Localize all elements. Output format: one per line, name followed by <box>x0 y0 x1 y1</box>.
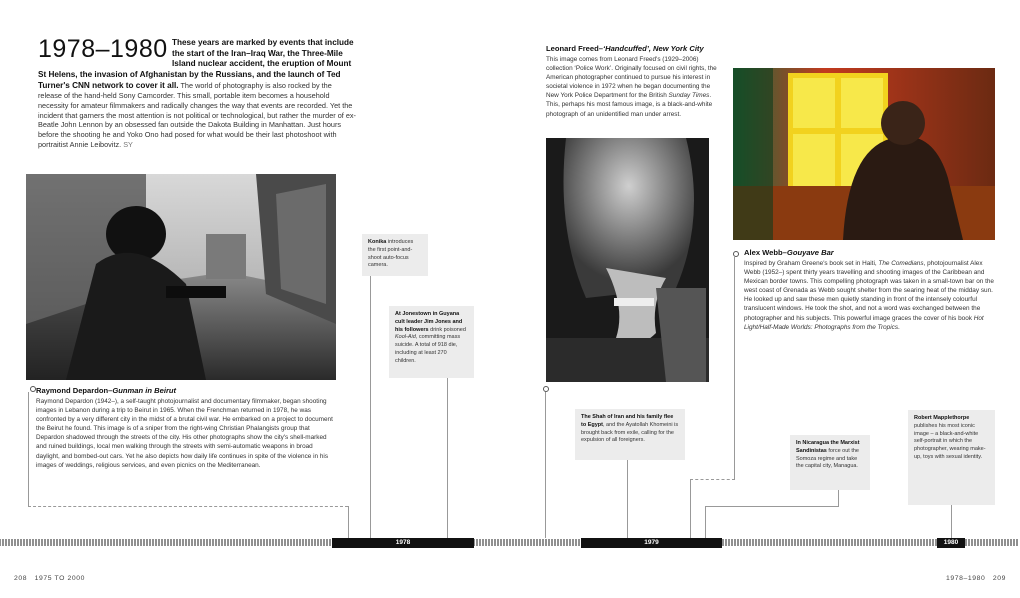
caption-webb-body-1: Inspired by Graham Greene's book set in Haiti, <box>744 260 879 267</box>
caption-freed-name: Leonard Freed– <box>546 44 603 53</box>
event-shah-text: , and the Ayatollah Khomeini is brought back from exile, calling for the expulsion of all foreigners. <box>581 421 679 444</box>
caption-freed-body-1: This image comes from Leonard Freed's (1929–2006) collection ‘Police Work’. Originally focused on civil rights, the American photographer continued to pursue his interest in societal violence in 1972 when he began documenting the New York Police Department for the British <box>546 56 717 100</box>
photo-handcuffed-image <box>546 138 709 382</box>
section-label-left: 1975 TO 2000 <box>34 575 86 582</box>
intro-text <box>38 35 356 150</box>
event-konika-text: introduces the first point-and-shoot auto-focus camera. <box>368 239 414 269</box>
caption-depardon-work: Gunman in Beirut <box>112 386 177 395</box>
event-konika-bold: Konika <box>368 239 387 245</box>
connector-nicaragua-h <box>705 506 838 507</box>
photo-gouyave-bar-image <box>733 68 995 240</box>
event-shah-bold: The Shah of Iran and his family flee to Egypt <box>581 414 674 428</box>
event-jonestown-italic: Kool-Aid <box>395 334 416 341</box>
year-bar-1978: 1978 <box>332 538 474 548</box>
caption-freed-body <box>546 55 718 119</box>
event-jonestown-bold: At Jonestown in Guyana cult leader Jim Jones and his followers <box>395 311 463 333</box>
year-bar-1980: 1980 <box>937 538 965 548</box>
connector-jonestown <box>447 378 448 538</box>
author-initials: SY <box>123 139 133 149</box>
connector-webb-h <box>690 479 735 480</box>
photo-gunman-in-beirut-image <box>26 174 336 380</box>
connector-mapplethorpe <box>951 505 952 538</box>
event-jonestown <box>389 306 474 378</box>
connector-nicaragua <box>838 490 839 507</box>
connector-webb-v <box>690 479 691 538</box>
caption-webb-body-italic-2: Hot Light/Half-Made Worlds: Photographs from the Tropics <box>744 314 984 331</box>
connector-webb <box>734 257 735 479</box>
caption-freed-work: ‘Handcuffed’, New York City <box>602 44 704 53</box>
connector-freed <box>545 392 546 492</box>
connector-freed-v <box>545 492 546 538</box>
caption-webb-body-2: , photojournalist Alex Webb (1952–) spent thirty years travelling and shooting images of the Caribbean and Mexican border towns. This compelling photograph was taken in a small-town bar on the west coast of Grenada as Webb sought shelter from the searing heat of the midday sun. He looked up and saw these men quietly standing in front of the intensely colourful translucent windows. He took the shot, and not a word was exchanged between the photographer and his subjects. This powerful image graces the cover of his book <box>744 260 994 322</box>
caption-freed-title <box>546 44 718 53</box>
connector-depardon-v <box>348 506 349 538</box>
event-jonestown-text-2: , committing mass suicide. A total of 918 die, including at least 270 children. <box>395 334 461 364</box>
timeline-ticks <box>0 539 1017 546</box>
page-number-right: 209 <box>992 575 1006 582</box>
caption-freed <box>546 44 718 119</box>
connector-depardon-h <box>28 506 348 507</box>
intro-lead: These years are marked by events that include the start of the Iran–Iraq War, the Three-Mile Island nuclear accident, the eruption of Mount St Helens, the invasion of Afghanistan by the Russians, and the launch of Ted Turner's CNN network to cover it all. <box>38 38 354 90</box>
caption-webb-body <box>744 259 996 332</box>
event-konika <box>362 234 428 276</box>
caption-webb-body-italic-1: The Comedians <box>878 260 924 267</box>
event-jonestown-text-1: drink poisoned <box>428 326 466 333</box>
caption-webb <box>744 248 996 332</box>
connector-nicaragua-v <box>705 506 706 538</box>
connector-depardon <box>28 392 29 506</box>
footer-left <box>14 575 85 582</box>
page-number-left: 208 <box>14 575 28 582</box>
event-mapplethorpe-text: publishes his most iconic image – a black-and-white self-portrait in which the photographer, wearing make-up, toys with sexual identity. <box>914 422 986 460</box>
event-nicaragua <box>790 435 870 490</box>
event-shah <box>575 409 685 460</box>
event-mapplethorpe-bold: Robert Mapplethorpe <box>914 415 970 421</box>
caption-freed-body-italic: Sunday Times <box>668 92 710 100</box>
section-label-right: 1978–1980 <box>945 575 986 582</box>
event-nicaragua-bold: In Nicaragua the Marxist Sandinistas <box>796 440 860 454</box>
connector-konika <box>370 275 371 538</box>
event-nicaragua-text: force out the Somoza regime and take the capital city, Managua. <box>796 447 859 470</box>
event-mapplethorpe <box>908 410 995 505</box>
caption-webb-work: Gouyave Bar <box>786 248 834 257</box>
title-spacer <box>38 35 172 68</box>
caption-webb-body-3: . <box>898 323 900 331</box>
caption-depardon <box>36 386 336 470</box>
connector-shah <box>627 460 628 538</box>
freed-marker-dot <box>543 386 549 392</box>
caption-depardon-name: Raymond Depardon– <box>36 386 113 395</box>
year-bar-1979: 1979 <box>581 538 722 548</box>
caption-webb-name: Alex Webb– <box>744 248 787 257</box>
photo-gunman-in-beirut <box>26 174 336 380</box>
timeline-ruler <box>0 536 1020 549</box>
footer-right <box>946 575 1006 582</box>
photo-handcuffed <box>546 138 709 382</box>
caption-depardon-body: Raymond Depardon (1942–), a self-taught photojournalist and documentary filmmaker, began shooting images in Lebanon during a trip to Beirut in 1965. When the Frenchman returned in 1978, he was confronted by a very different city in the midst of a brutal civil war. He embarked on a project to document the Beirut he found. This image is of a sniper from the right-wing Christian Phalangists group that Depardon shadowed through the streets of the city. His other photographs show the city's shell-marked and ruined buildings, local men walking through the streets with semi-automatic weapons in broad daylight, and bombed-out cars. Yet he also depicts how daily life continues in spite of the violence in his images of weddings, religious services, and even picnics on the Mediterranean. <box>36 398 333 469</box>
caption-freed-body-2: . This, perhaps his most famous image, is a black-and-white photograph of an unidentified man under arrest. <box>546 92 713 118</box>
era-title: 1978–1980 <box>38 35 168 63</box>
photo-gouyave-bar <box>733 68 995 240</box>
caption-webb-title <box>744 248 996 257</box>
caption-depardon-title <box>36 386 336 395</box>
intro-body: The world of photography is also rocked by the release of the hand-held Sony Camcorder. This small, portable item becomes a household necessity for amateur filmmakers and radically changes the way that events are recorded. Yet the incident that garners the most attention is not political or technological, but rather the murder of ex-Beatle John Lennon by an obsessed fan outside the Dakota Building in Manhattan. Just hours before the shooting he and Yoko Ono had posed for what would be their last photoshoot with portraitist Annie Leibovitz. <box>38 80 356 149</box>
